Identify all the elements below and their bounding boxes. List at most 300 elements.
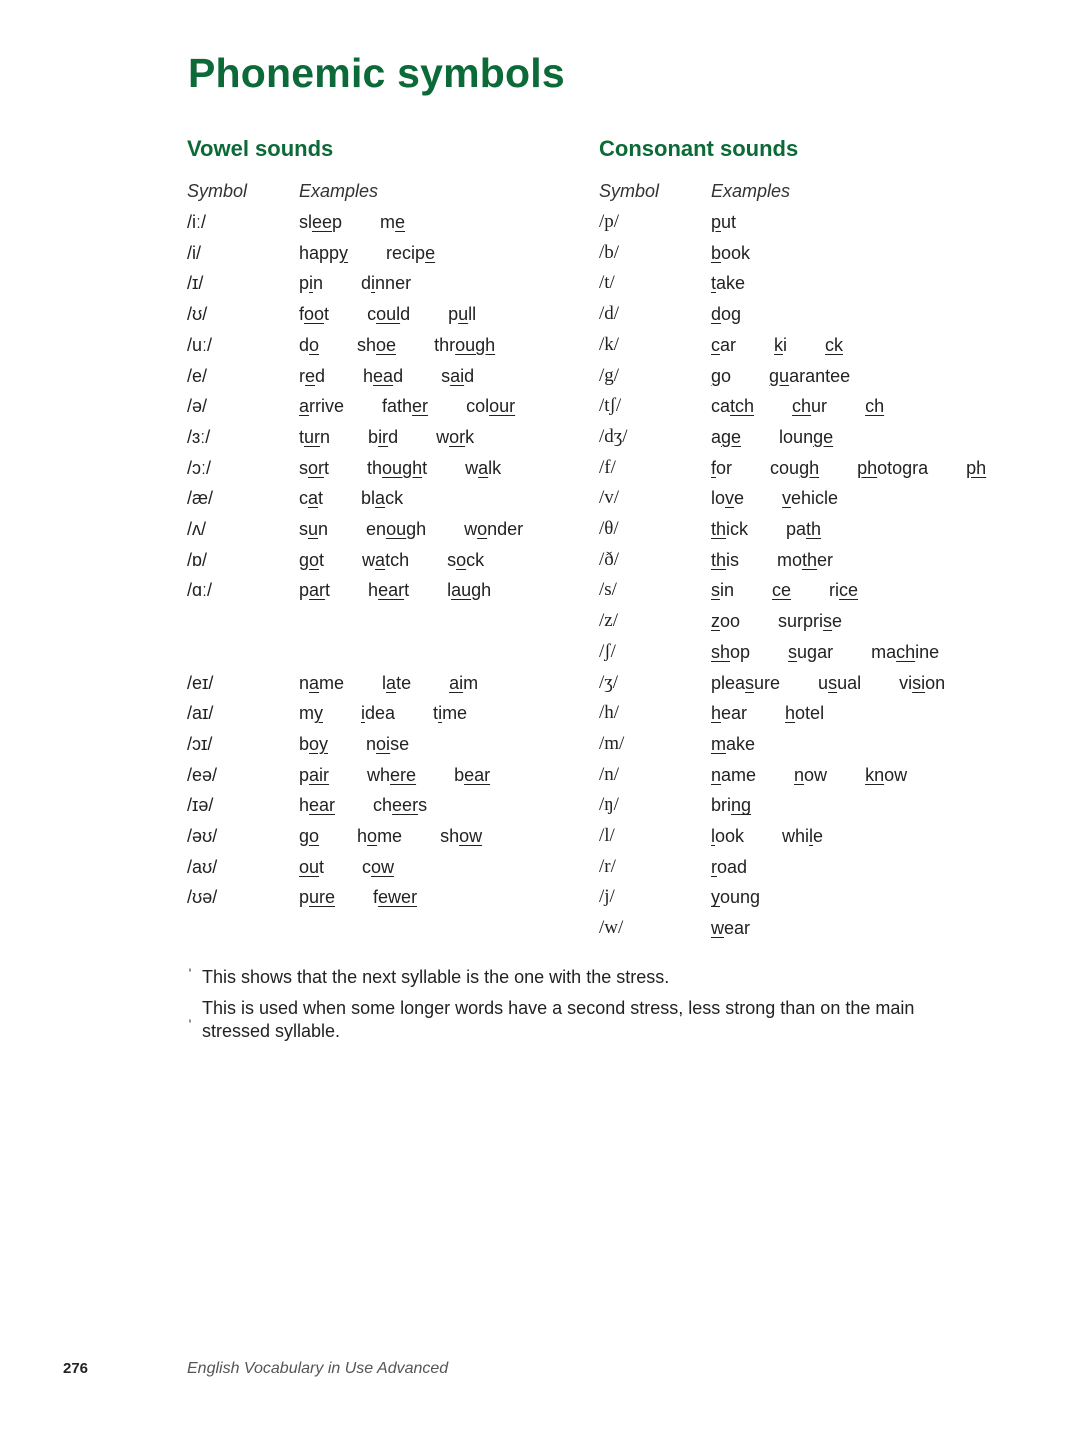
word-part: h bbox=[357, 826, 368, 846]
phonemic-symbol: /l/ bbox=[599, 825, 615, 846]
examples bbox=[299, 302, 514, 326]
example-word bbox=[361, 701, 395, 725]
underlined-sound: ng bbox=[731, 795, 752, 816]
example-word bbox=[792, 394, 827, 418]
example-word bbox=[711, 824, 744, 848]
example-word bbox=[777, 548, 833, 572]
example-word bbox=[299, 425, 330, 449]
underlined-sound: ee bbox=[312, 212, 333, 232]
example-word bbox=[711, 763, 756, 787]
word-part: f bbox=[299, 304, 305, 325]
examples bbox=[299, 456, 539, 480]
word-part: ll bbox=[468, 304, 477, 325]
word-part: oung bbox=[720, 887, 761, 908]
word-part: in bbox=[720, 580, 735, 601]
example-word bbox=[779, 425, 833, 449]
underlined-sound: a bbox=[375, 488, 386, 509]
word-part: nder bbox=[487, 519, 524, 539]
examples bbox=[299, 486, 441, 510]
underlined-sound: a bbox=[478, 457, 489, 478]
word-part: wh bbox=[367, 764, 391, 785]
word-part: s bbox=[447, 549, 457, 570]
examples bbox=[299, 671, 516, 695]
example-word bbox=[711, 855, 747, 879]
word-part: t bbox=[324, 304, 330, 325]
word-part: d bbox=[361, 273, 372, 294]
example-word bbox=[368, 578, 409, 602]
phonemic-symbol: /z/ bbox=[599, 610, 618, 632]
phonemic-symbol: /ʒ/ bbox=[599, 671, 618, 693]
word-part: h bbox=[368, 580, 379, 601]
phonemic-symbol: /ɜː/ bbox=[187, 426, 211, 447]
examples bbox=[711, 486, 876, 510]
underlined-sound: or bbox=[449, 426, 466, 447]
underlined-sound: ea bbox=[373, 365, 394, 386]
phonemic-symbol: /θ/ bbox=[599, 518, 619, 539]
word-part: o bbox=[721, 365, 732, 386]
underlined-sound: ear bbox=[309, 795, 336, 816]
underlined-sound: ge bbox=[813, 426, 834, 447]
word-part: is bbox=[726, 549, 740, 570]
underlined-sound: er bbox=[412, 396, 429, 417]
underlined-sound: ai bbox=[450, 365, 465, 386]
underlined-sound: i bbox=[438, 703, 443, 724]
underlined-sound: e bbox=[305, 365, 316, 386]
word-part: vi bbox=[899, 672, 913, 693]
underlined-sound: a bbox=[386, 672, 397, 693]
example-word bbox=[299, 793, 335, 817]
underlined-sound: i bbox=[371, 273, 376, 294]
underlined-sound: s bbox=[711, 580, 720, 601]
underlined-sound: sh bbox=[711, 641, 731, 662]
example-word bbox=[299, 548, 324, 572]
example-word bbox=[711, 640, 750, 664]
examples bbox=[711, 609, 880, 633]
word-part: ook bbox=[721, 242, 751, 263]
example-word bbox=[382, 394, 428, 418]
phonemic-symbol: /aʊ/ bbox=[187, 856, 218, 877]
word-part: a bbox=[711, 426, 722, 447]
phonemic-symbol: /ɔː/ bbox=[187, 457, 212, 478]
example-word bbox=[363, 364, 403, 388]
example-word bbox=[299, 732, 328, 756]
word-part: p bbox=[299, 580, 310, 601]
examples bbox=[299, 517, 561, 541]
examples bbox=[299, 701, 505, 725]
examples bbox=[299, 732, 447, 756]
word-part: w bbox=[465, 457, 479, 478]
underlined-sound: ewer bbox=[378, 887, 418, 908]
phonemic-symbol: /æ/ bbox=[187, 488, 214, 509]
word-part: ine bbox=[915, 641, 940, 662]
word-part: loun bbox=[779, 426, 814, 447]
underlined-sound: d bbox=[711, 304, 722, 325]
word-part: sh bbox=[357, 334, 377, 355]
word-part: ame bbox=[721, 764, 757, 785]
underlined-sound: ch bbox=[792, 396, 812, 417]
example-word bbox=[711, 701, 747, 725]
underlined-sound: or bbox=[308, 457, 325, 478]
underlined-sound: ir bbox=[378, 426, 389, 447]
examples bbox=[711, 271, 783, 295]
underlined-sound: i bbox=[361, 703, 365, 724]
word-part: se bbox=[390, 733, 410, 754]
phonemic-symbol: /ð/ bbox=[599, 548, 620, 570]
example-word bbox=[447, 578, 491, 602]
word-part: d bbox=[400, 304, 411, 325]
underlined-sound: y bbox=[339, 242, 349, 263]
example-word bbox=[711, 456, 732, 480]
example-word bbox=[447, 548, 484, 572]
underlined-sound: a bbox=[309, 672, 320, 693]
word-part: ur bbox=[811, 396, 828, 417]
example-word bbox=[711, 210, 736, 234]
example-word bbox=[449, 671, 478, 695]
examples bbox=[711, 732, 793, 756]
underlined-sound: ur bbox=[304, 426, 321, 447]
example-word bbox=[466, 394, 515, 418]
underlined-sound: v bbox=[782, 488, 792, 509]
primary-stress-mark: ˈ bbox=[187, 966, 193, 986]
phonemic-symbol: /tʃ/ bbox=[599, 395, 622, 417]
underlined-sound: o bbox=[309, 826, 320, 846]
word-part: t bbox=[404, 580, 410, 601]
example-word bbox=[871, 640, 939, 664]
phonemic-symbol: /ʊə/ bbox=[187, 887, 218, 908]
phonemic-symbol: /eə/ bbox=[187, 764, 218, 785]
example-word bbox=[711, 517, 748, 541]
underlined-sound: a bbox=[375, 549, 386, 570]
examples bbox=[299, 578, 529, 602]
example-word bbox=[769, 364, 850, 388]
example-word bbox=[786, 517, 821, 541]
word-part: oo bbox=[720, 611, 741, 632]
underlined-sound: y bbox=[314, 703, 323, 724]
word-part: surpri bbox=[778, 611, 824, 632]
phonemic-symbol: /aɪ/ bbox=[187, 703, 214, 724]
example-word bbox=[367, 302, 410, 326]
word-part: n bbox=[366, 733, 377, 754]
example-word bbox=[299, 578, 330, 602]
phonemic-symbol: /f/ bbox=[599, 456, 616, 478]
word-part: f bbox=[373, 887, 379, 908]
phonemic-symbol: /k/ bbox=[599, 333, 620, 355]
example-word bbox=[299, 302, 329, 326]
word-part: ow bbox=[804, 764, 828, 785]
underlined-sound: th bbox=[711, 549, 727, 570]
underlined-sound: ck bbox=[825, 334, 844, 355]
phonemic-symbol: /w/ bbox=[599, 917, 624, 939]
vowel-sounds-heading: Vowel sounds bbox=[187, 136, 334, 161]
example-word bbox=[373, 793, 427, 817]
example-word bbox=[299, 763, 329, 787]
word-part: p bbox=[299, 887, 310, 908]
underlined-sound: w bbox=[711, 918, 724, 939]
example-word bbox=[782, 486, 838, 510]
word-part: t bbox=[433, 703, 439, 724]
word-part: r bbox=[299, 365, 305, 386]
examples bbox=[711, 763, 945, 787]
example-word bbox=[774, 333, 787, 357]
examples bbox=[711, 885, 798, 909]
word-part: s bbox=[299, 457, 308, 478]
word-part: g bbox=[299, 826, 310, 846]
word-part: ck bbox=[466, 549, 485, 570]
example-word bbox=[464, 517, 523, 541]
examples bbox=[711, 333, 881, 357]
example-word bbox=[448, 302, 476, 326]
underlined-sound: y bbox=[711, 887, 720, 908]
footnote-text: This is used when some longer words have a second stress, less strong than on the main stressed syllable. bbox=[202, 998, 915, 1041]
word-part: bl bbox=[361, 488, 376, 509]
word-part: m bbox=[380, 212, 396, 232]
word-part: b bbox=[454, 764, 465, 785]
word-part: e bbox=[813, 826, 824, 846]
underlined-sound: oy bbox=[309, 733, 329, 754]
phonemic-symbol: /t/ bbox=[599, 272, 615, 294]
examples bbox=[711, 855, 785, 879]
vowel-examples-header: Examples bbox=[299, 181, 379, 201]
word-part: bri bbox=[711, 795, 732, 816]
underlined-sound: ou bbox=[299, 856, 320, 877]
word-part: p bbox=[299, 273, 310, 294]
phonemic-symbol: /ɑː/ bbox=[187, 580, 213, 601]
examples bbox=[299, 425, 512, 449]
underlined-sound: au bbox=[451, 580, 472, 601]
example-word bbox=[711, 394, 754, 418]
example-word bbox=[299, 394, 344, 418]
underlined-sound: our bbox=[489, 396, 516, 417]
underlined-sound: u bbox=[458, 304, 469, 325]
examples bbox=[711, 640, 977, 664]
word-part: ear bbox=[721, 703, 748, 724]
example-word bbox=[382, 671, 411, 695]
underlined-sound: b bbox=[711, 242, 722, 263]
word-part: ure bbox=[754, 672, 781, 693]
example-word bbox=[711, 578, 734, 602]
word-part: otogra bbox=[877, 457, 929, 478]
word-part: n bbox=[318, 519, 329, 539]
consonant-examples-header: Examples bbox=[711, 181, 791, 201]
word-part: p bbox=[332, 212, 343, 232]
example-word bbox=[865, 394, 884, 418]
word-part: me bbox=[319, 672, 345, 693]
examples bbox=[299, 271, 449, 295]
word-part: ugar bbox=[797, 641, 834, 662]
consonant-symbol-header: Symbol bbox=[599, 181, 660, 201]
word-part: plea bbox=[711, 672, 746, 693]
underlined-sound: a bbox=[299, 396, 310, 417]
word-part: i bbox=[783, 334, 788, 355]
phonemic-symbol: /d/ bbox=[599, 303, 620, 325]
example-word bbox=[366, 517, 426, 541]
phonemic-symbol: /b/ bbox=[599, 241, 620, 263]
underlined-sound: f bbox=[711, 457, 717, 478]
example-word bbox=[711, 486, 744, 510]
examples bbox=[299, 333, 533, 357]
example-word bbox=[825, 333, 843, 357]
underlined-sound: ear bbox=[464, 764, 491, 785]
underlined-sound: a bbox=[308, 488, 319, 509]
phonemic-symbol: /dʒ/ bbox=[599, 425, 628, 447]
phonemic-symbol: /ɔɪ/ bbox=[187, 733, 213, 754]
example-word bbox=[386, 241, 435, 265]
underlined-sound: o bbox=[477, 519, 488, 539]
word-part: thr bbox=[434, 334, 456, 355]
word-part: ear bbox=[724, 918, 751, 939]
example-word bbox=[711, 241, 750, 265]
example-word bbox=[436, 425, 474, 449]
word-part: t bbox=[299, 426, 305, 447]
word-part: fath bbox=[382, 396, 413, 417]
example-word bbox=[865, 763, 907, 787]
phonemic-symbol: /ɪ/ bbox=[187, 273, 204, 294]
word-part: op bbox=[730, 641, 751, 662]
consonant-sounds-heading: Consonant sounds bbox=[599, 136, 799, 161]
phonemic-symbol: /j/ bbox=[599, 886, 615, 908]
example-word bbox=[361, 486, 403, 510]
underlined-sound: s bbox=[745, 672, 755, 693]
underlined-sound: n bbox=[711, 764, 722, 785]
word-part: t bbox=[318, 488, 324, 509]
example-word bbox=[711, 548, 739, 572]
example-word bbox=[362, 855, 394, 879]
word-part: t bbox=[319, 856, 325, 877]
word-part: en bbox=[366, 519, 387, 539]
examples bbox=[711, 916, 788, 940]
word-part: tch bbox=[385, 549, 410, 570]
word-part: te bbox=[396, 672, 412, 693]
examples bbox=[711, 824, 861, 848]
phonemic-symbol: /ə/ bbox=[187, 396, 208, 417]
example-word bbox=[299, 701, 323, 725]
underlined-sound: ai bbox=[449, 672, 464, 693]
word-part: ake bbox=[716, 273, 746, 294]
phonemic-symbol: /e/ bbox=[187, 365, 208, 386]
word-part: n bbox=[320, 426, 331, 447]
examples bbox=[299, 394, 553, 418]
phonemic-symbol: /g/ bbox=[599, 364, 620, 386]
word-part: ca bbox=[711, 396, 731, 417]
word-part: sl bbox=[299, 212, 312, 232]
underlined-sound: s bbox=[823, 611, 833, 632]
word-part: m bbox=[299, 703, 314, 724]
underlined-sound: oi bbox=[376, 733, 391, 754]
word-part: recip bbox=[386, 242, 426, 263]
word-part: me bbox=[377, 826, 403, 846]
underlined-sound: l bbox=[711, 826, 715, 846]
phonemic-symbol: /eɪ/ bbox=[187, 672, 214, 693]
underlined-sound: t bbox=[711, 273, 717, 294]
word-part: gh bbox=[471, 580, 492, 601]
example-word bbox=[782, 824, 823, 848]
underlined-sound: oe bbox=[376, 334, 397, 355]
examples bbox=[299, 855, 432, 879]
underlined-sound: s bbox=[788, 641, 798, 662]
phonemic-symbol: /ʌ/ bbox=[187, 519, 207, 539]
word-part: og bbox=[721, 304, 742, 325]
phonemic-symbol: /ʊ/ bbox=[187, 304, 208, 325]
underlined-sound: oul bbox=[376, 304, 401, 325]
example-word bbox=[357, 333, 396, 357]
underlined-sound: o bbox=[309, 334, 320, 355]
underlined-sound: ce bbox=[839, 580, 859, 601]
word-part: sh bbox=[440, 826, 460, 846]
underlined-sound: si bbox=[912, 672, 926, 693]
underlined-sound: m bbox=[711, 733, 726, 754]
word-part: t bbox=[325, 580, 331, 601]
underlined-sound: o bbox=[309, 549, 320, 570]
word-part: b bbox=[299, 733, 310, 754]
underlined-sound: kn bbox=[865, 764, 885, 785]
word-part: happ bbox=[299, 242, 340, 263]
example-word bbox=[299, 271, 323, 295]
examples bbox=[711, 425, 871, 449]
underlined-sound: s bbox=[828, 672, 838, 693]
examples bbox=[711, 210, 774, 234]
underlined-sound: eer bbox=[392, 795, 419, 816]
example-word bbox=[441, 364, 474, 388]
examples bbox=[711, 671, 983, 695]
underlined-sound: ou bbox=[386, 519, 407, 539]
example-word bbox=[711, 609, 740, 633]
footnote-text: This shows that the next syllable is the one with the stress. bbox=[202, 967, 670, 987]
examples bbox=[299, 824, 520, 848]
example-word bbox=[711, 732, 755, 756]
word-part: k bbox=[465, 426, 475, 447]
word-part: lo bbox=[711, 488, 726, 509]
word-part: d bbox=[388, 426, 399, 447]
word-part: ual bbox=[837, 672, 862, 693]
word-part: s bbox=[418, 795, 428, 816]
example-word bbox=[299, 333, 319, 357]
phonemic-symbol: /v/ bbox=[599, 487, 620, 509]
word-part: whi bbox=[782, 826, 810, 846]
example-word bbox=[794, 763, 827, 787]
example-word bbox=[434, 333, 495, 357]
example-word bbox=[368, 425, 398, 449]
example-word bbox=[299, 855, 324, 879]
example-word bbox=[299, 210, 342, 234]
example-word bbox=[711, 271, 745, 295]
example-word bbox=[857, 456, 928, 480]
underlined-sound: gu bbox=[769, 365, 790, 386]
word-part: n bbox=[299, 672, 310, 693]
example-word bbox=[362, 548, 409, 572]
example-word bbox=[711, 425, 741, 449]
word-part: nner bbox=[375, 273, 412, 294]
word-part: ar bbox=[720, 334, 737, 355]
example-word bbox=[299, 364, 325, 388]
example-word bbox=[454, 763, 490, 787]
example-word bbox=[711, 364, 731, 388]
example-word bbox=[785, 701, 824, 725]
underlined-sound: ge bbox=[721, 426, 742, 447]
word-part: me bbox=[442, 703, 468, 724]
underlined-sound: h bbox=[785, 703, 796, 724]
example-word bbox=[829, 578, 858, 602]
example-word bbox=[899, 671, 945, 695]
underlined-sound: k bbox=[774, 334, 784, 355]
phonemic-symbol: /n/ bbox=[599, 763, 620, 785]
examples bbox=[711, 394, 922, 418]
word-part: ehicle bbox=[791, 488, 839, 509]
underlined-sound: ough bbox=[455, 334, 496, 355]
example-word bbox=[772, 578, 791, 602]
example-word bbox=[299, 824, 319, 848]
word-part: h bbox=[299, 795, 310, 816]
example-word bbox=[380, 210, 405, 234]
